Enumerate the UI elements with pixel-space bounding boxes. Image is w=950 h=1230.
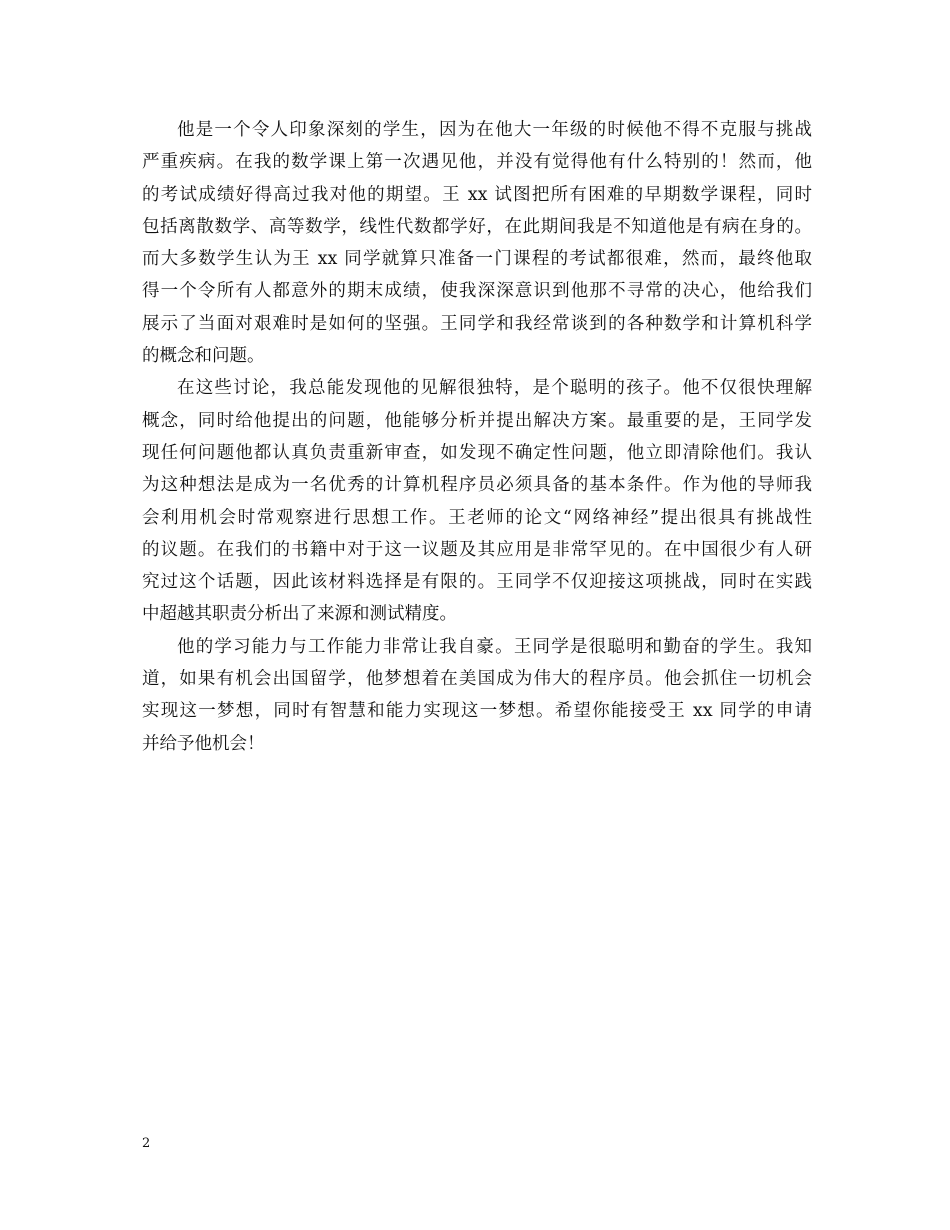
text-line: 的考试成绩好得高过我对他的期望。王 xx 试图把所有困难的早期数学课程，同时 [142,184,812,205]
text-line: 实现这一梦想，同时有智慧和能力实现这一梦想。希望你能接受王 xx 同学的申请 [142,701,812,722]
text-line: 现任何问题他都认真负责重新审查，如发现不确定性问题，他立即清除他们。我认 [142,442,812,463]
text-line: 严重疾病。在我的数学课上第一次遇见他，并没有觉得他有什么特别的！然而，他 [142,152,812,173]
paragraph-1 [142,114,812,372]
paragraph-3 [142,631,812,760]
text-line: 展示了当面对艰难时是如何的坚强。王同学和我经常谈到的各种数学和计算机科学 [142,313,812,334]
text-line: 他是一个令人印象深刻的学生，因为在他大一年级的时候他不得不克服与挑战 [177,120,812,140]
text-line: 包括离散数学、高等数学，线性代数都学好，在此期间我是不知道他是有病在身的。 [142,216,812,237]
letter-body [142,114,812,760]
text-line: 得一个令所有人都意外的期末成绩，使我深深意识到他那不寻常的决心，他给我们 [142,281,812,302]
text-line: 并给予他机会！ [142,733,265,754]
text-line: 中超越其职责分析出了来源和测试精度。 [142,604,457,625]
paragraph-2 [142,372,812,630]
text-line: 的议题。在我们的书籍中对于这一议题及其应用是非常罕见的。在中国很少有人研 [142,539,812,560]
text-line: 道，如果有机会出国留学，他梦想着在美国成为伟大的程序员。他会抓住一切机会 [142,669,812,690]
text-line: 在这些讨论，我总能发现他的见解很独特，是个聪明的孩子。他不仅很快理解 [177,378,812,399]
text-line: 究过这个话题，因此该材料选择是有限的。王同学不仅迎接这项挑战，同时在实践 [142,572,812,593]
text-line: 为这种想法是成为一名优秀的计算机程序员必须具备的基本条件。作为他的导师我 [142,475,812,496]
text-line: 的概念和问题。 [142,346,265,367]
page-number: 2 [142,1136,151,1151]
text-line: 而大多数学生认为王 xx 同学就算只准备一门课程的考试都很难，然而，最终他取 [142,249,812,270]
text-line: 会利用机会时常观察进行思想工作。王老师的论文“网络神经”提出很具有挑战性 [142,507,812,528]
text-line: 他的学习能力与工作能力非常让我自豪。王同学是很聪明和勤奋的学生。我知 [177,636,812,657]
text-line: 概念，同时给他提出的问题，他能够分析并提出解决方案。最重要的是，王同学发 [142,410,812,431]
